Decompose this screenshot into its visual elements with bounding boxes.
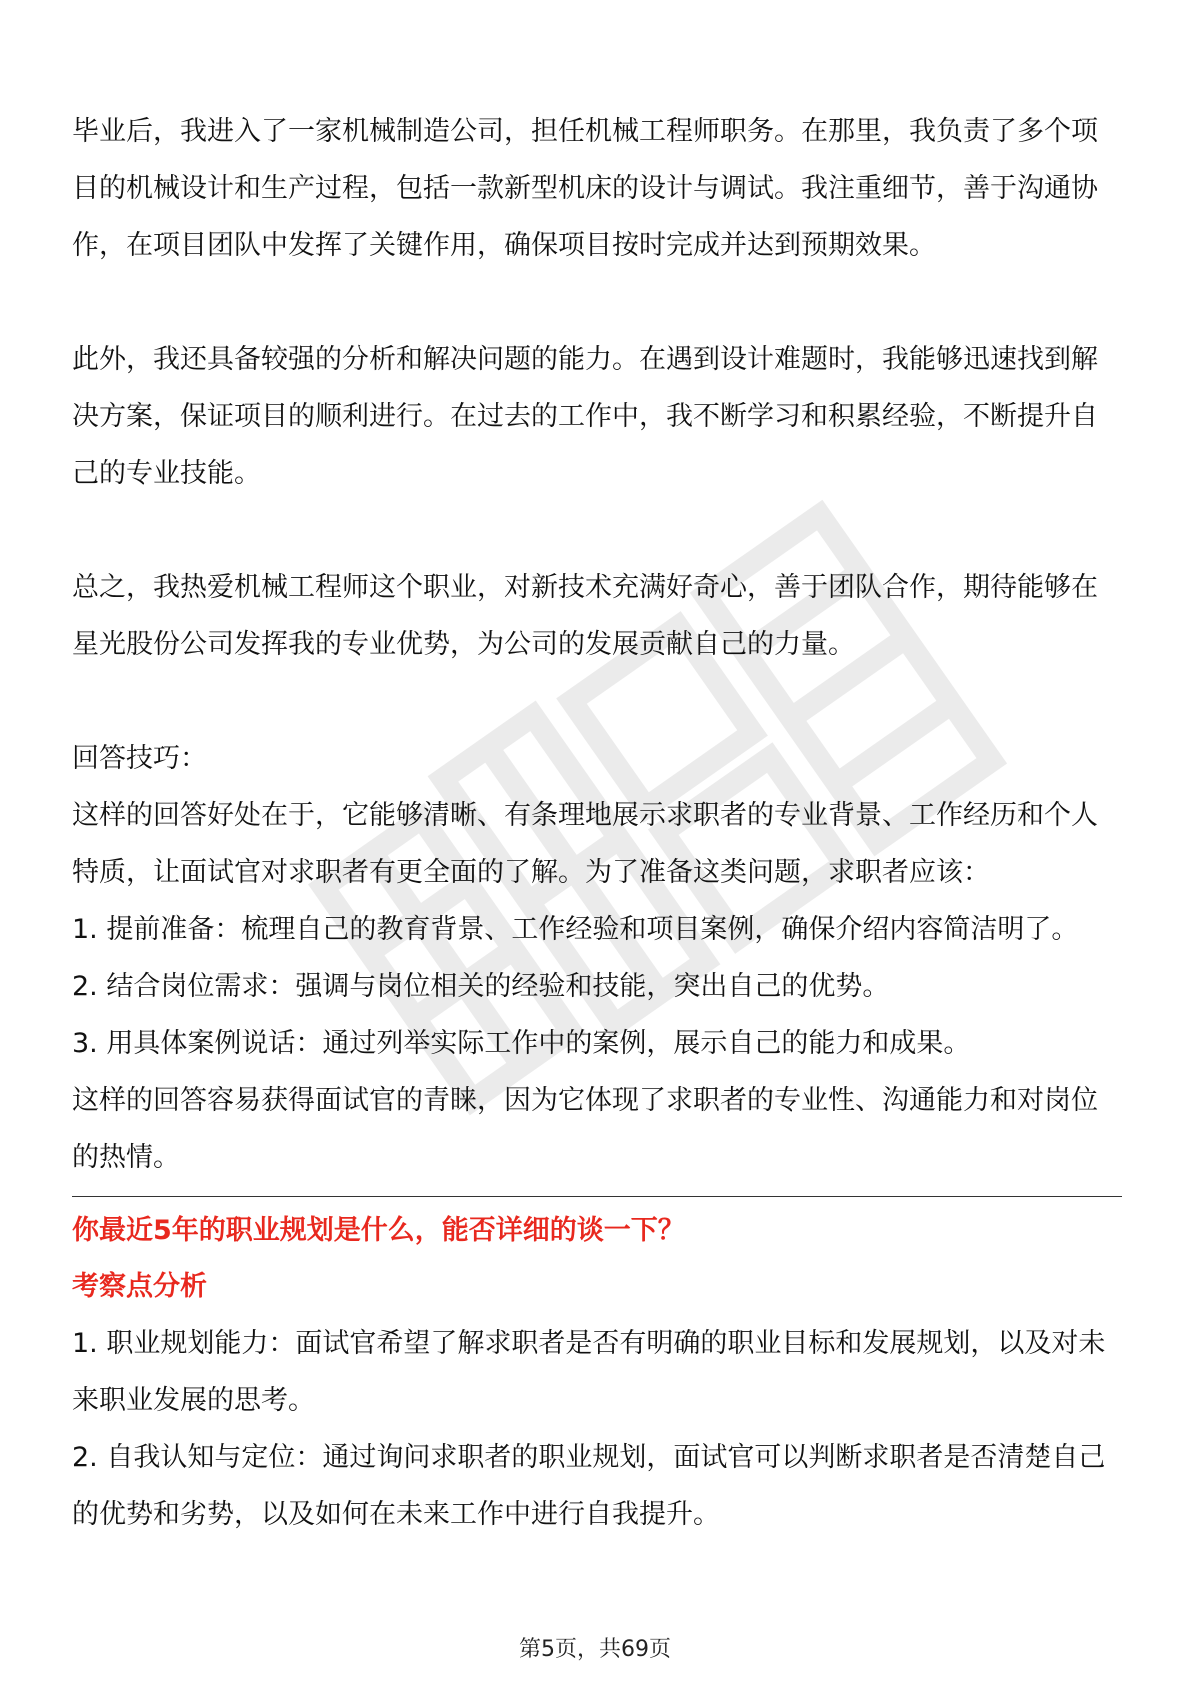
- paragraph-summary: 总之，我热爱机械工程师这个职业，对新技术充满好奇心，善于团队合作，期待能够在星光股份公司发挥我的专业优势，为公司的发展贡献自己的力量。: [72, 572, 1098, 660]
- tips-conclusion: 这样的回答容易获得面试官的青睐，因为它体现了求职者的专业性、沟通能力和对岗位的热情。: [72, 1085, 1098, 1173]
- analysis-point: 1. 职业规划能力：面试官希望了解求职者是否有明确的职业目标和发展规划，以及对未来职业发展的思考。: [72, 1328, 1106, 1416]
- question-block: [72, 1203, 1122, 1543]
- analysis-heading: 考察点分析: [72, 1271, 207, 1302]
- content-body: [72, 103, 1122, 1543]
- tips-item: 2. 结合岗位需求：强调与岗位相关的经验和技能，突出自己的优势。: [72, 971, 890, 1002]
- tips-item: 1. 提前准备：梳理自己的教育背景、工作经验和项目案例，确保介绍内容简洁明了。: [72, 914, 1079, 945]
- answer-tips: [72, 730, 1122, 1186]
- paragraph-work-experience: 毕业后，我进入了一家机械制造公司，担任机械工程师职务。在那里，我负责了多个项目的机械设计和生产过程，包括一款新型机床的设计与调试。我注重细节，善于沟通协作，在项目团队中发挥了关键作用，确保项目按时完成并达到预期效果。: [72, 116, 1098, 261]
- section-divider: [72, 1196, 1122, 1197]
- tips-intro: 这样的回答好处在于，它能够清晰、有条理地展示求职者的专业背景、工作经历和个人特质，让面试官对求职者有更全面的了解。为了准备这类问题，求职者应该：: [72, 800, 1098, 888]
- tips-item: 3. 用具体案例说话：通过列举实际工作中的案例，展示自己的能力和成果。: [72, 1028, 971, 1059]
- analysis-point: 2. 自我认知与定位：通过询问求职者的职业规划，面试官可以判断求职者是否清楚自己的优势和劣势，以及如何在未来工作中进行自我提升。: [72, 1442, 1106, 1530]
- paragraph-problem-solving: 此外，我还具备较强的分析和解决问题的能力。在遇到设计难题时，我能够迅速找到解决方案，保证项目的顺利进行。在过去的工作中，我不断学习和积累经验，不断提升自己的专业技能。: [72, 344, 1098, 489]
- tips-heading: 回答技巧：: [72, 743, 207, 774]
- question-title: 你最近5年的职业规划是什么，能否详细的谈一下？: [72, 1215, 685, 1246]
- page-number: 第5页，共69页: [519, 1637, 671, 1662]
